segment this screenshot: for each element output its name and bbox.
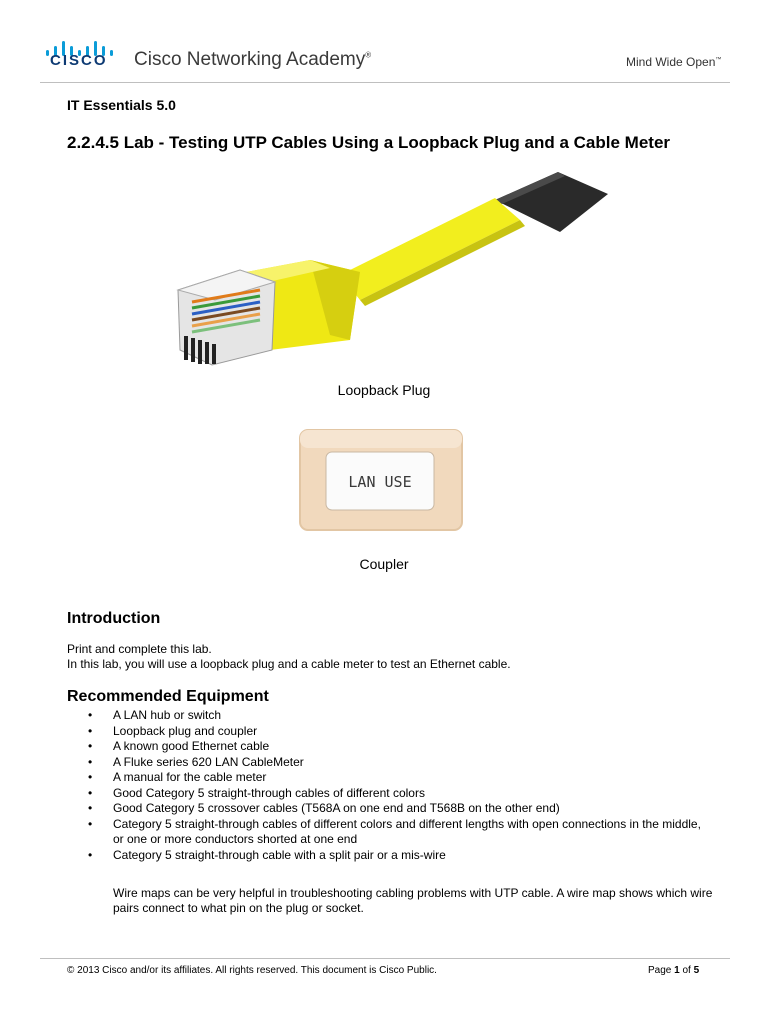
list-item: • A known good Ethernet cable [88,739,708,755]
list-item: • A LAN hub or switch [88,708,708,724]
introduction-paragraph: Print and complete this lab. [67,642,212,656]
coupler-label: LAN USE [348,473,412,491]
list-item: • A manual for the cable meter [88,770,708,786]
academy-name: Cisco Networking Academy® [134,49,372,70]
equipment-list [88,708,708,863]
tagline: Mind Wide Open™ [626,55,722,69]
list-item: • Loopback plug and coupler [88,724,708,740]
introduction-paragraph: In this lab, you will use a loopback plug and a cable meter to test an Ethernet cable. [67,657,511,671]
loopback-plug-photo [160,160,610,380]
course-title: IT Essentials 5.0 [67,97,176,113]
list-item: • Good Category 5 crossover cables (T568A on one end and T568B on the other end) [88,801,708,817]
list-item: • Category 5 straight-through cables of different colors and different lengths with open connections in the middle, or one or more conductors shorted at one end [88,817,708,848]
introduction-heading: Introduction [67,610,161,627]
footer-copyright: © 2013 Cisco and/or its affiliates. All rights reserved. This document is Cisco Public. [67,965,437,976]
figure-caption-loopback: Loopback Plug [337,382,431,398]
footer-divider [40,958,730,959]
page-number: Page 1 of 5 [648,965,700,976]
list-item: • A Fluke series 620 LAN CableMeter [88,755,708,771]
lab-title: 2.2.4.5 Lab - Testing UTP Cables Using a Loopback Plug and a Cable Meter [67,133,671,152]
wire-map-note: Wire maps can be very helpful in troubleshooting cabling problems with UTP cable. A wire map shows which wire pairs connect to what pin on the plug or socket. [113,886,713,915]
figure-caption-coupler: Coupler [359,556,409,572]
header-divider [40,82,730,83]
equipment-heading: Recommended Equipment [67,688,269,705]
list-item: • Good Category 5 straight-through cables of different colors [88,786,708,802]
coupler-photo [298,428,466,534]
cisco-wordmark: CISCO [50,52,108,69]
list-item: • Category 5 straight-through cable with a split pair or a mis-wire [88,848,708,864]
